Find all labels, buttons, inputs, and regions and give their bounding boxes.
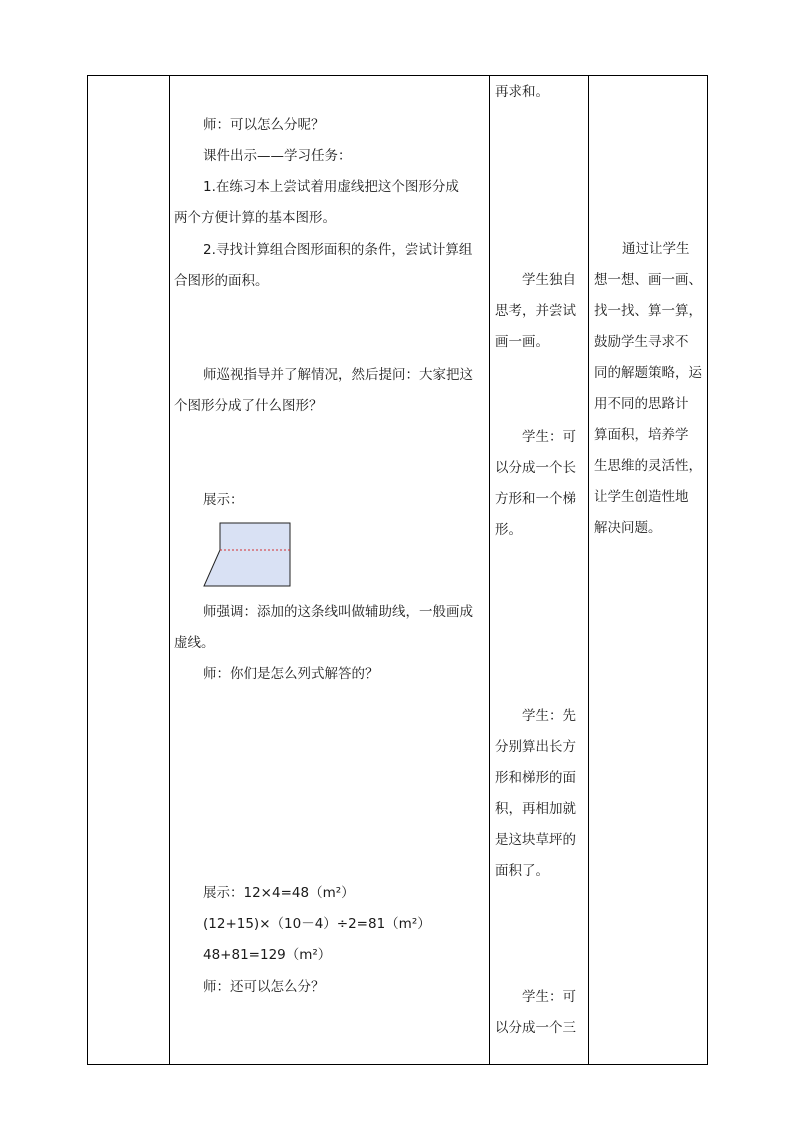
student-line: 是这块草坪的	[495, 832, 576, 848]
courseware-task-heading: 课件出示——学习任务：	[203, 148, 352, 164]
intent-line: 通过让学生	[622, 241, 690, 257]
intent-line: 生思维的灵活性，	[594, 458, 702, 474]
composite-shape	[204, 523, 290, 586]
formula-2: (12+15)×（10－4）÷2=81（m²）	[203, 916, 431, 932]
teacher-question: 师：可以怎么分呢？	[203, 117, 325, 133]
split-shape-figure	[203, 522, 295, 588]
student-line: 学生：可	[522, 429, 576, 445]
student-line: 形。	[495, 522, 522, 538]
column-divider	[489, 76, 490, 1064]
student-line: 以分成一个三	[495, 1020, 576, 1036]
teacher-patrol-line-1: 师巡视指导并了解情况，然后提问：大家把这	[203, 367, 473, 383]
student-line: 面积了。	[495, 863, 549, 879]
intent-line: 让学生创造性地	[594, 489, 689, 505]
student-line: 再求和。	[495, 84, 549, 100]
student-line: 方形和一个梯	[495, 491, 576, 507]
student-line: 分别算出长方	[495, 739, 576, 755]
teacher-emphasis-line-2: 虚线。	[174, 635, 215, 651]
student-line: 学生：可	[522, 989, 576, 1005]
task-2-line-1: 2.寻找计算组合图形面积的条件，尝试计算组	[203, 242, 473, 258]
intent-line: 想一想、画一画、	[594, 272, 702, 288]
show-label: 展示：	[203, 492, 244, 508]
task-2-line-2: 合图形的面积。	[174, 273, 269, 289]
teacher-question-3: 师：还可以怎么分？	[203, 979, 325, 995]
intent-line: 鼓励学生寻求不	[594, 334, 689, 350]
student-line: 画一画。	[495, 334, 549, 350]
student-line: 学生独自	[522, 272, 576, 288]
student-line: 思考，并尝试	[495, 303, 576, 319]
intent-line: 找一找、算一算，	[594, 303, 702, 319]
intent-line: 解决问题。	[594, 520, 662, 536]
intent-line: 算面积，培养学	[594, 427, 689, 443]
teacher-emphasis-line-1: 师强调：添加的这条线叫做辅助线，一般画成	[203, 604, 473, 620]
formula-3: 48+81=129（m²）	[203, 947, 332, 963]
student-line: 以分成一个长	[495, 460, 576, 476]
intent-line: 用不同的思路计	[594, 396, 689, 412]
column-divider	[588, 76, 589, 1064]
teacher-question-2: 师：你们是怎么列式解答的？	[203, 666, 379, 682]
student-line: 学生：先	[522, 708, 576, 724]
intent-line: 同的解题策略，运	[594, 365, 702, 381]
student-line: 积，再相加就	[495, 801, 576, 817]
formula-1: 展示：12×4=48（m²）	[203, 885, 355, 901]
task-1-line-2: 两个方便计算的基本图形。	[174, 210, 336, 226]
student-line: 形和梯形的面	[495, 770, 576, 786]
task-1-line-1: 1.在练习本上尝试着用虚线把这个图形分成	[203, 179, 459, 195]
column-divider	[169, 76, 170, 1064]
teacher-patrol-line-2: 个图形分成了什么图形？	[174, 398, 323, 414]
